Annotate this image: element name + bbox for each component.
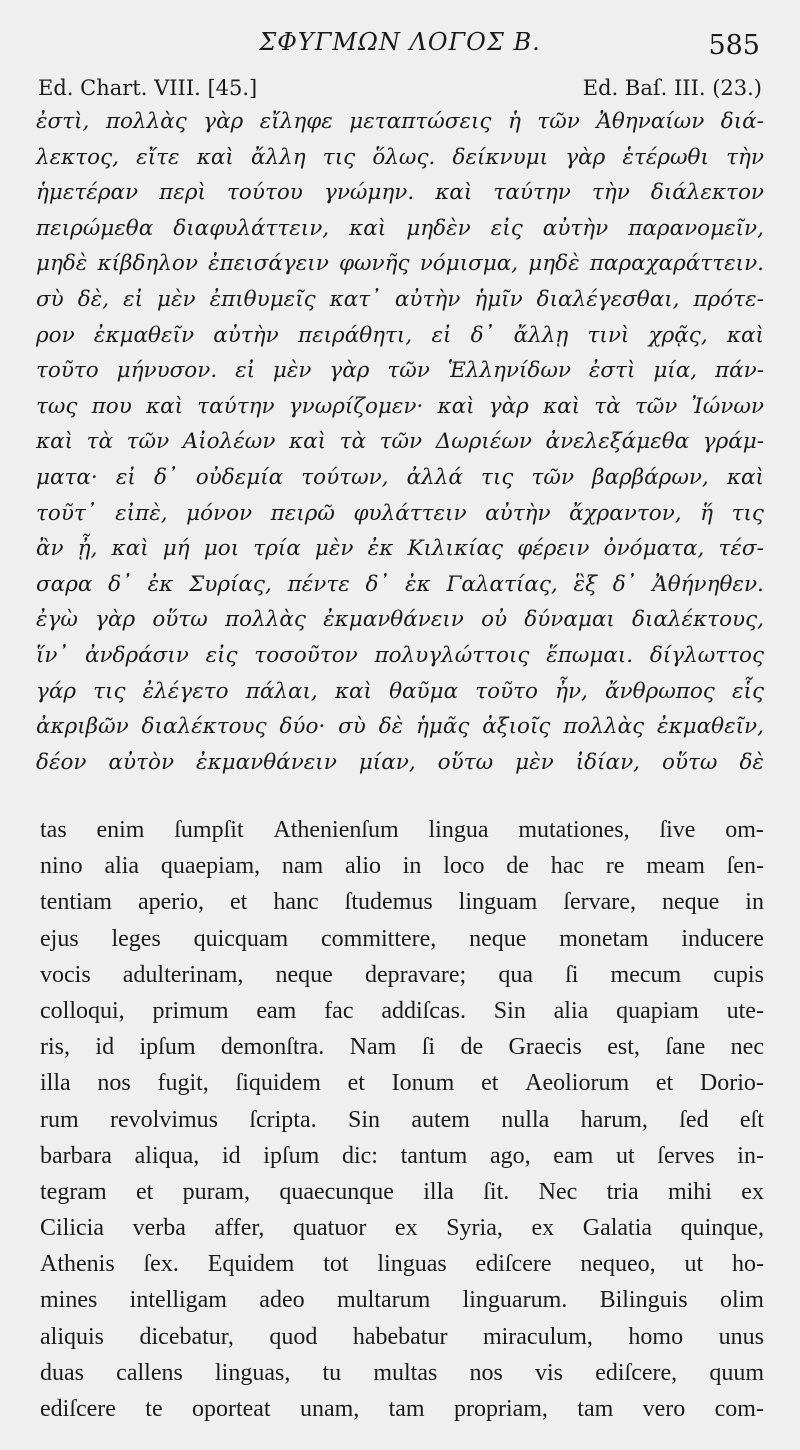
latin-text-line: tentiam aperio, et hanc ſtudemus linguam ſervare, neque in	[40, 889, 764, 916]
edition-reference-left: Ed. Chart. VIII. [45.]	[38, 76, 258, 100]
greek-text-line: τοῦτο μήνυσον. εἰ μὲν γὰρ τῶν Ἑλληνίδων ἐστὶ μία, πάν-	[36, 358, 764, 384]
latin-text-line: colloqui, primum eam fac addiſcas. Sin alia quapiam ute-	[40, 997, 764, 1024]
greek-text-line: ἡμετέραν περὶ τούτου γνώμην. καὶ ταύτην τὴν διάλεκτον	[36, 180, 764, 206]
latin-text-line: Cilicia verba affer, quatuor ex Syria, ex Galatia quinque,	[40, 1215, 764, 1242]
greek-text-line: ἂν ᾖ, καὶ μή μοι τρία μὲν ἐκ Κιλικίας φέρειν ὀνόματα, τέσ-	[36, 536, 764, 562]
edition-reference-right: Ed. Baſ. III. (23.)	[582, 76, 762, 100]
latin-text-line: ejus leges quicquam committere, neque monetam inducere	[40, 925, 764, 952]
latin-text-line: aliquis dicebatur, quod habebatur miraculum, homo unus	[40, 1323, 764, 1350]
greek-text-line: πειρώμεθα διαφυλάττειν, καὶ μηδὲν εἰς αὐτὴν παρανομεῖν,	[36, 215, 764, 241]
latin-text-line: Athenis ſex. Equidem tot linguas ediſcere nequeo, ut ho-	[40, 1251, 764, 1278]
greek-text-line: καὶ τὰ τῶν Αἰολέων καὶ τὰ τῶν Δωριέων ἀνελεξάμεθα γράμ-	[36, 429, 764, 455]
latin-text-line: vocis adulterinam, neque depravare; qua ſi mecum cupis	[40, 961, 764, 988]
greek-text-line: λεκτος, εἴτε καὶ ἄλλη τις ὅλως. δείκνυμι γὰρ ἑτέρωθι τὴν	[36, 144, 764, 170]
latin-text-line: barbara aliqua, id ipſum dic: tantum ago, eam ut ſerves in-	[40, 1142, 764, 1169]
greek-text-block	[36, 104, 764, 780]
greek-text-line: τως που καὶ ταύτην γνωρίζομεν· καὶ γὰρ καὶ τὰ τῶν Ἰώνων	[36, 393, 764, 419]
latin-text-line: tas enim ſumpſit Athenienſum lingua mutationes, ſive om-	[40, 817, 764, 843]
greek-text-line: ἐγὼ γὰρ οὕτω πολλὰς ἐκμανθάνειν οὐ δύναμαι διαλέκτους,	[36, 607, 764, 633]
latin-text-line: tegram et puram, quaecunque illa ſit. Nec tria mihi ex	[40, 1178, 764, 1205]
greek-text-line: τοῦτ᾽ εἰπὲ, μόνον πειρῶ φυλάττειν αὐτὴν ἄχραντον, ἥ τις	[36, 500, 764, 526]
latin-text-line: ris, id ipſum demonſtra. Nam ſi de Graecis est, ſane nec	[40, 1034, 764, 1061]
running-title: ΣΦΥΓΜΩΝ ΛΟΓΟΣ Β.	[259, 28, 541, 56]
greek-text-line: σὺ δὲ, εἰ μὲν ἐπιθυμεῖς κατ᾽ αὐτὴν ἡμῖν διαλέγεσθαι, πρότε-	[36, 286, 764, 312]
latin-text-line: rum revolvimus ſcripta. Sin autem nulla harum, ſed eſt	[40, 1106, 764, 1133]
latin-text-line: illa nos fugit, ſiquidem et Ionum et Aeoliorum et Dorio-	[40, 1070, 764, 1097]
greek-text-line: δέον αὐτὸν ἐκμανθάνειν μίαν, οὕτω μὲν ἰδίαν, οὕτω δὲ	[36, 749, 764, 775]
latin-text-line: mines intelligam adeo multarum linguarum. Bilinguis olim	[40, 1287, 764, 1314]
latin-text-block	[40, 812, 764, 1427]
greek-text-line: ἀκριβῶν διαλέκτους δύο· σὺ δὲ ἡμᾶς ἀξιοῖς πολλὰς ἐκμαθεῖν,	[36, 714, 764, 740]
latin-text-line: nino alia quaepiam, nam alio in loco de hac re meam ſen-	[40, 853, 764, 880]
latin-text-line: duas callens linguas, tu multas nos vis ediſcere, quum	[40, 1359, 764, 1386]
greek-text-line: ματα· εἰ δ᾽ οὐδεμία τούτων, ἀλλά τις τῶν βαρβάρων, καὶ	[36, 464, 764, 490]
greek-text-line: ἐστὶ, πολλὰς γὰρ εἴληφε μεταπτώσεις ἡ τῶν Ἀθηναίων διά-	[36, 109, 764, 134]
latin-text-line: ediſcere te oporteat unam, tam propriam, tam vero com-	[40, 1396, 764, 1422]
greek-text-line: ρον ἐκμαθεῖν αὐτὴν πειράθητι, εἰ δ᾽ ἄλλῃ τινὶ χρᾷς, καὶ	[36, 322, 764, 348]
greek-text-line: μηδὲ κίβδηλον ἐπεισάγειν φωνῆς νόμισμα, μηδὲ παραχαράττειν.	[36, 251, 764, 277]
page-number: 585	[708, 30, 760, 61]
greek-text-line: γάρ τις ἐλέγετο πάλαι, καὶ θαῦμα τοῦτο ἦν, ἄνθρωπος εἷς	[36, 678, 764, 704]
greek-text-line: ἵν᾽ ἀνδράσιν εἰς τοσοῦτον πολυγλώττοις ἕπωμαι. δίγλωττος	[36, 642, 764, 668]
greek-text-line: σαρα δ᾽ ἐκ Συρίας, πέντε δ᾽ ἐκ Γαλατίας, ἓξ δ᾽ Ἀθήνηθεν.	[36, 571, 764, 597]
